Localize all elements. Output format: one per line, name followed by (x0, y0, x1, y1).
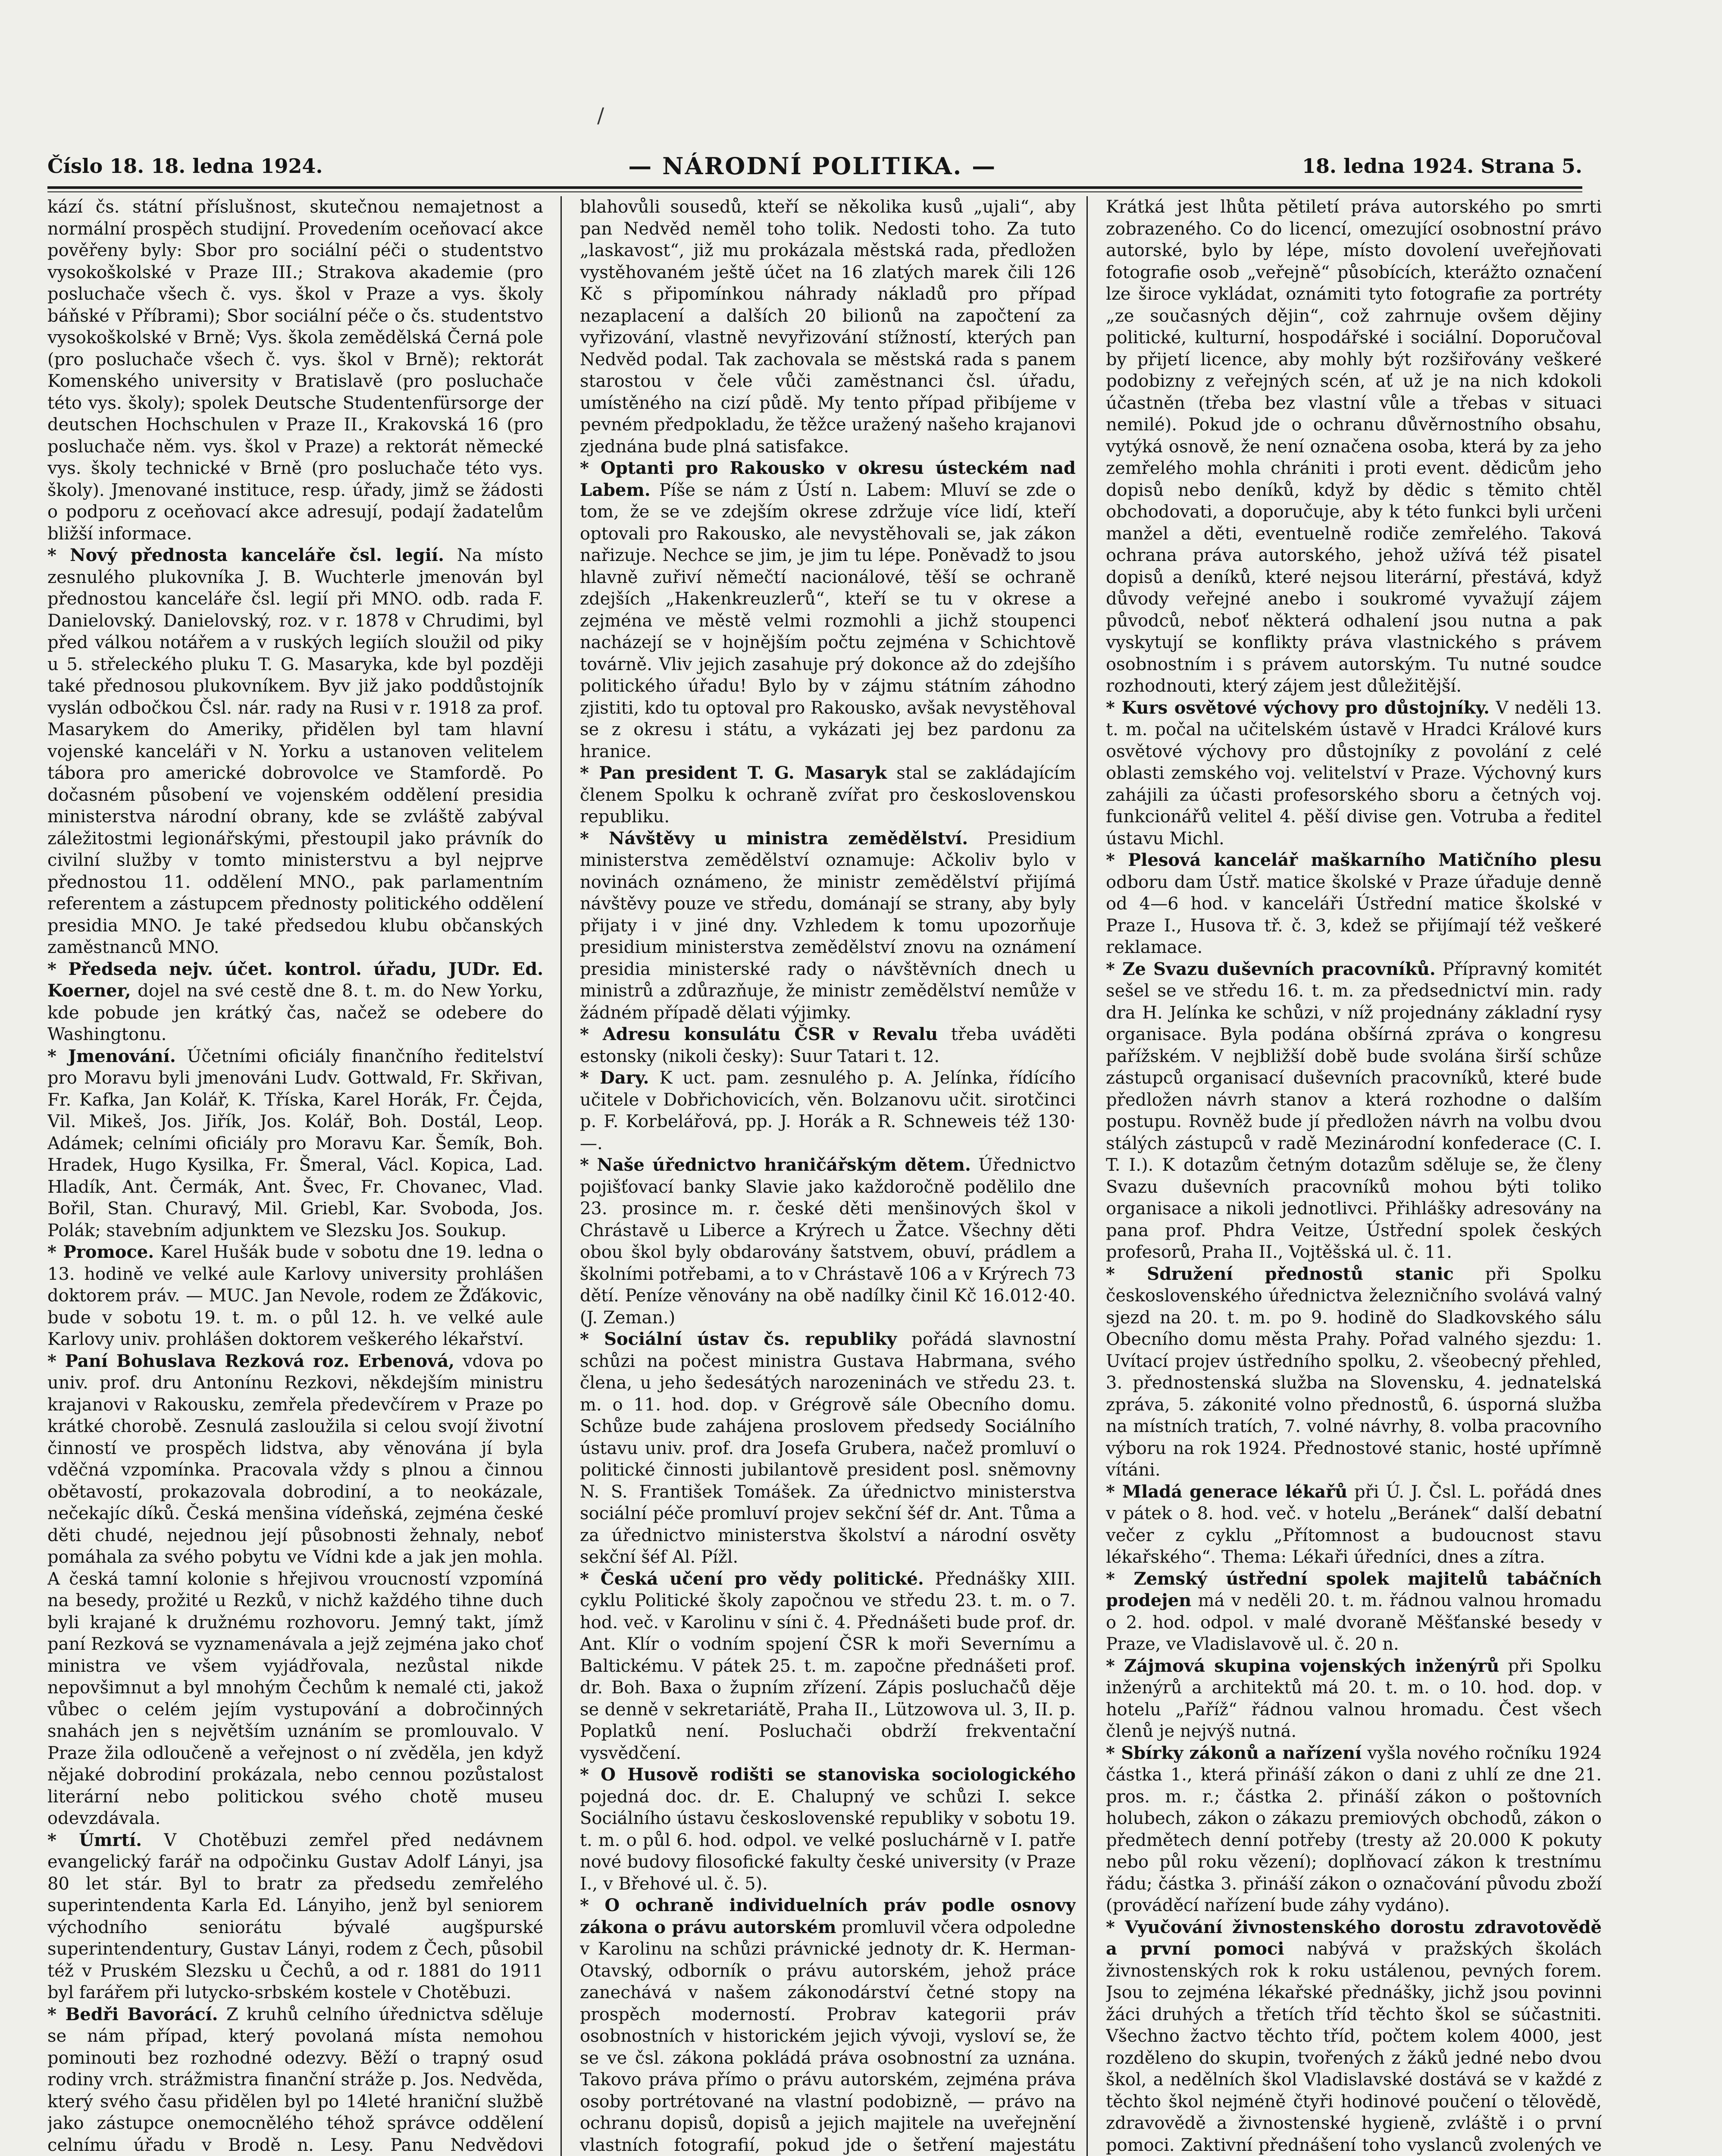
article-paragraph (47, 959, 543, 1046)
header-issue-date: Číslo 18. 18. ledna 1924. (47, 154, 323, 178)
masthead-title: — NÁRODNÍ POLITIKA. — (628, 152, 997, 180)
article-text: vdova po univ. prof. dru Antonínu Rezkovi, někdejším ministru krajanovi v Rakousku, zemřela předevčírem v Praze po krátké chorobě. Zesnulá zasloužila si celou svojí životní činností ve prospěch lidstva, aby věnována jí byla vděčná vzpomínka. Pracovala vždy s plnou a činnou obětavostí, prokazovala dobrodiní, a to neokázale, nečekajíc díků. Česká menšina vídeňská, zejména české děti chudé, nejednou její působnosti žehnaly, neboť pomáhala za svého pobytu ve Vídni kde a jak jen mohla. A česká tamní kolonie s hřejivou vroucností vzpomíná na besedy, prožité u Rezků, v nichž každého tihne duch byli krajané k družnému rozhovoru. Jemný takt, jímž paní Rezková se vyznamenávala a jejž zejména jako choť ministra ve všem vyjádřovala, nezůstal nikde nepovšimnut a byl mnohým Čechům k nemalé cti, jakož vůbec o celém jejím vystupování a dobročinných snahách jen s největším uznáním se promlouvalo. V Praze žila odloučeně a veřejnost o ní zvěděla, jen když nějaké dobrodiní prokázala, nebo cennou pozůstalost literární nebo politickou svého chotě museu odevzdávala. (47, 1351, 543, 1828)
ink-mark: / (597, 103, 604, 128)
article-text: Na místo zesnulého plukovníka J. B. Wuchterle jmenován byl přednostou kanceláře čsl. legií při MNO. odb. rada F. Danielovský. Danielovský, roz. v r. 1878 v Chrudimi, byl před válkou notářem a v ruských legiích sloužil od piky u 5. střeleckého pluku T. G. Masaryka, kde byl později také přednosou plukovníkem. Byv již jako poddůstojník vyslán odbočkou Čsl. nár. rady na Rusi v r. 1918 za prof. Masarykem do Ameriky, přidělen byl tam hlavní vojenské kanceláři v N. Yorku a ustanoven velitelem tábora pro americké dobrovolce ve Stamfordě. Po dočasném působení ve vojenském oddělení presidia ministerstva národní obrany, kde se zvláště zabýval záležitostmi legionářskými, přestoupil jako právník do civilní služby v tomto ministerstvu a byl nejprve přednostou 11. oddělení MNO., pak parlamentním referentem a zástupcem přednosty politického oddělení presidia MNO. Je také předsedou klubu občanských zaměstnanců MNO. (47, 545, 543, 957)
article-paragraph (1106, 1742, 1602, 1917)
article-headline: * Mladá generace lékařů (1106, 1481, 1348, 1502)
article-headline: * Sociální ústav čs. republiky (580, 1329, 897, 1349)
article-paragraph (1106, 1481, 1602, 1568)
article-text: při Spolku inženýrů a architektů má 20. t. m. o 10. hod. dop. v hotelu „Paříž“ řádnou valnou hromadu. Čest všech členů je nejvýš nutná. (1106, 1656, 1602, 1741)
article-headline: * Úmrtí. (47, 1830, 142, 1850)
article-paragraph (580, 458, 1076, 762)
article-paragraph (1106, 196, 1602, 697)
article-paragraph (1106, 959, 1602, 1263)
column-1 (47, 196, 543, 2156)
article-text: Krátká jest lhůta pětiletí práva autorského po smrti zobrazeného. Co do licencí, omezující osobnostní právo autorské, bylo by lépe, místo dovolení uveřejňovati fotografie osob „veřejně“ působících, kterážto označení lze široce vykládat, oznámiti tyto fotografie za portréty „ze současných dějin“, což zahrnuje ovšem dějiny politické, kulturní, hospodářské i sociální. Doporučoval by přijetí licence, aby mohly být rozšiřovány veškeré podobizny z veřejných scén, ať už je na nich kdokoli účastněn (třeba bez vlastní vůle a třebas v situaci nemilé). Pokud jde o ochranu důvěrnostního obsahu, vytýká osnově, že není označena osoba, která by za jeho zemřelého mohla chrániti i proti event. dědicům jeho dopisů nebo deníků, když by dědic s těmito chtěl obchodovati, a doporučuje, aby k této funkci byli určeni manžel a děti, eventuelně rodiče zemřelého. Taková ochrana práva autorského, jehož užívá též pisatel dopisů a deníků, které nejsou literární, přestává, když důvody veřejné anebo i soukromé vyvažují zájem původců, neboť některá odhalení jsou nutna a pak vyskytují se konflikty práva vlastnického s právem osobnostním i s právem autorským. Tu nutné soudce rozhodnouti, který zájem jest důležitější. (1106, 197, 1602, 696)
article-headline: * Sdružení přednostů stanic (1106, 1263, 1454, 1284)
article-paragraph (580, 828, 1076, 1024)
article-paragraph (1106, 1917, 1602, 2156)
article-paragraph (47, 2004, 543, 2156)
article-paragraph (1106, 1263, 1602, 1481)
article-paragraph (1106, 849, 1602, 959)
article-text: K uct. pam. zesnulého p. A. Jelínka, řídícího učitele v Dobřichovicích, věn. Bolzanovu učit. sirotčinci p. F. Korbelářová, pp. J. Horák a R. Schneweis též 130·—. (580, 1068, 1076, 1153)
article-text: blahovůli sousedů, kteří se několika kusů „ujali“, aby pan Nedvěd neměl toho tolik. Nedosti toho. Za tuto „laskavost“, již mu prokázala městská rada, předložen vystěhovaném ještě účet na 16 zlatých marek čili 126 Kč s připomínkou náhrady nákladů pro případ nezaplacení a dalších 20 bilionů na započtení za vyřizování, vlastně nevyřizování stížností, kterých pan Nedvěd podal. Tak zachovala se městská rada s panem starostou v čele vůči zaměstnanci čsl. úřadu, umístěného na cizí půdě. My tento případ přibíjeme v pevném předpokladu, že těžce uražený našeho krajanovi zjednána bude plná satisfakce. (580, 197, 1076, 457)
article-headline: * Plesová kancelář maškarního Matičního plesu (1106, 850, 1602, 870)
article-headline: * Návštěvy u ministra zemědělství. (580, 828, 968, 849)
article-headline: * Nový přednosta kanceláře čsl. legií. (47, 545, 445, 565)
article-headline: * Naše úřednictvo hraničářským dětem. (580, 1155, 971, 1175)
column-2 (580, 196, 1076, 2156)
article-text: při Ú. J. Čsl. L. pořádá dnes v pátek o 8. hod. več. v hotelu „Beránek“ další debatní večer z cyklu „Přítomnost a budoucnost stavu lékařského“. Thema: Lékaři úředníci, dnes a zítra. (1106, 1482, 1602, 1567)
article-headline: * Ze Svazu duševních pracovníků. (1106, 959, 1436, 979)
article-text: Přípravný komitét sešel se ve středu 16. t. m. za předsednictví min. rady dra H. Jelínka ke schůzi, v níž projednány základní rysy organisace. Byla podána obšírná zpráva o kongresu pařížském. V nejbližší době bude svolána širší schůze zástupců organisací duševních pracovníků, které bude předložen návrh stanov a která rozhodne o dalším postupu. Rovněž bude jí předložen návrh na volbu dvou stálých zástupců v radě Mezinárodní konfederace (C. I. T. I.). K dotazům četným dotazům sděluje se, že členy Svazu duševních pracovníků mohou býti toliko organisace a nikoli jednotlivci. Přihlášky adresovány na pana prof. Phdra Veitze, Ústřední spolek českých profesorů, Praha II., Vojtěšská ul. č. 11. (1106, 959, 1602, 1262)
article-paragraph (580, 1329, 1076, 1568)
article-paragraph (580, 1067, 1076, 1154)
column-divider (1086, 196, 1088, 2156)
article-headline: * Předseda nejv. účet. kontrol. úřadu, JUDr. Ed. Koerner, (47, 959, 543, 1001)
article-text: stal se zakládajícím členem Spolku k ochraně zvířat pro československou republiku. (580, 763, 1076, 827)
article-paragraph (47, 1351, 543, 1830)
article-text: Úřednictvo pojišťovací banky Slavie jako každoročně podělilo dne 23. prosince m. r. české děti menšinových škol v Chrástavě u Liberce a Krýrech u Žatce. Všechny děti obou škol byly obdarovány šatstvem, obuví, prádlem a školními potřebami, a to v Chrástavě 106 a v Krýrech 73 dětí. Peníze věnovány na obě nadílky činil Kč 16.012·40. (J. Zeman.) (580, 1155, 1076, 1328)
article-paragraph (1106, 1655, 1602, 1742)
article-text: kází čs. státní příslušnost, skutečnou nemajetnost a normální prospěch studijní. Provedením oceňovací akce pověřeny byly: Sbor pro sociální péči o studentstvo vysokoškolské v Praze III.; Strakova akademie (pro posluchače všech č. vys. škol v Praze a vys. školy báňské v Příbrami); Sbor sociální péče o čs. studentstvo vysokoškolské v Brně; Vys. škola zemědělská Černá pole (pro posluchače všech č. vys. škol v Brně); rektorát Komenského university v Bratislavě (pro posluchače této vys. školy); spolek Deutsche Studentenfürsorge der deutschen Hochschulen v Praze II., Krakovská 16 (pro posluchače něm. vys. škol v Praze) a rektorát německé vys. školy technické v Brně (pro posluchače této vys. školy). Jmenované instituce, resp. úřady, jimž se žádosti o podporu z oceňovací akce adresují, podají žadatelům bližší informace. (47, 197, 543, 544)
article-text: V Chotěbuzi zemřel před nedávnem evangelický farář na odpočinku Gustav Adolf Lányi, jsa 80 let stár. Byl to bratr za předsedu zemřelého superintendenta Karla Ed. Lányiho, jenž byl seniorem východního seniorátu bývalé augšpurské superintendentury, Gustav Lányi, rodem z Čech, působil též v Pruském Slezsku u Čechů, a od r. 1881 do 1911 byl farářem při lutycko-srbském kostele v Chotěbuzi. (47, 1830, 543, 2002)
article-headline: * O ochraně individuelních práv podle osnovy zákona o právu autorském (580, 1895, 1076, 1937)
article-text: Účetními oficiály finančního ředitelství pro Moravu byli jmenováni Ludv. Gottwald, Fr. Skřivan, Fr. Kafka, Jan Kolář, K. Tříska, Karel Horák, Fr. Čejda, Vil. Mikeš, Jos. Jiřík, Jos. Kolář, Boh. Dostál, Leop. Adámek; celními oficiály pro Moravu Kar. Šemík, Boh. Hradek, Hugo Kysilka, Fr. Šmeral, Václ. Kopica, Lad. Hladík, Ant. Čermák, Ant. Švec, Fr. Chovanec, Vlad. Bořil, Stan. Churavý, Mil. Griebl, Kar. Svoboda, Jos. Polák; stavebním adjunktem ve Slezsku Jos. Soukup. (47, 1046, 543, 1241)
article-text: nabývá v pražských školách živnostenských rok k roku ustálenou, pevných forem. Jsou to zejména lékařské přednášky, jichž jsou povinni žáci druhých a třetích tříd těchto škol se súčastniti. Všechno žactvo těchto tříd, počtem kolem 4000, jest rozděleno do skupin, tvořených z žáků jedné nebo dvou škol, a nedělních škol Vladislavské dostává se v každé z těchto škol nejméně čtyři hodinové poučení o tělovědě, zdravovědě a živnostenské hygieně, zvláště i o první pomoci. Zaktivní přednášení toho vyslanců zvolených ve (1106, 1939, 1602, 2155)
article-paragraph (47, 545, 543, 959)
article-paragraph (580, 1024, 1076, 1067)
article-text: vyšla nového ročníku 1924 částka 1., která přináší zákon o dani z uhlí ze dne 21. pros. m. r.; částka 2. přináší zákon o poštovních holubech, zákon o zákazu premiových obchodů, zákon o předmětech denní potřeby (tresty až 20.000 K pokuty nebo půl roku vězení); doplňovací zákon k trestnímu řádu; částka 3. přináší zákon o označování původu zboží (prováděcí nařízení bude záhy vydáno). (1106, 1743, 1602, 1915)
article-paragraph (580, 762, 1076, 828)
article-paragraph (580, 1154, 1076, 1329)
article-paragraph (47, 196, 543, 545)
article-text: Přednášky XIII. cyklu Politické školy započnou ve středu 23. t. m. o 7. hod. več. v Karolinu v síni č. 4. Přednášeti bude prof. dr. Ant. Klír o vodním spojení ČSR k moři Severnímu a Baltickému. V pátek 25. t. m. započne přednášeti prof. dr. Boh. Baxa o župním zřízení. Zápis posluchačů děje se denně v sekretariátě, Praha II., Lützowova ul. 3, II. p. Poplatků není. Posluchači obdrží frekventační vysvědčení. (580, 1569, 1076, 1763)
column-divider (560, 196, 562, 2156)
article-headline: * Česká učení pro vědy politické. (580, 1568, 924, 1589)
article-text: pojedná doc. dr. E. Chalupný ve schůzi I. sekce Sociálního ústavu československé republiky v sobotu 19. t. m. o půl 6. hod. odpol. ve velké posluchárně v I. patře nové budovy filosofické fakulty české university (v Praze I., v Břehové ul. č. 5). (580, 1786, 1076, 1894)
article-paragraph (580, 1895, 1076, 2156)
page-header (47, 149, 1582, 183)
article-paragraph (1106, 1568, 1602, 1655)
article-paragraph (47, 1241, 543, 1351)
article-headline: * Zájmová skupina vojenských inženýrů (1106, 1655, 1500, 1676)
article-text: Presidium ministerstva zemědělství oznamuje: Ačkoliv bylo v novinách oznámeno, že ministr zemědělství přijímá návštěvy pouze ve středu, dománají se strany, aby byly přijaty i v jiné dny. Vzhledem k tomu upozorňuje presidium ministerstva zemědělství znovu na oznámení presidia ministerské rady o návštěvních dnech u ministrů a zdůrazňuje, že ministr zemědělství nemůže v žádném případě dělati výjimky. (580, 828, 1076, 1023)
column-3 (1106, 196, 1602, 2156)
article-headline: * Kurs osvětové výchovy pro důstojníky. (1106, 697, 1490, 718)
article-text: promluvil včera odpoledne v Karolinu na schůzi právnické jednoty dr. K. Herman-Otavský, odborník o právu autorském, jehož práce zanechává v našem zákonodárství četné stopy na prospěch moderností. Probrav kategorii práv osobnostních v historickém jejich vývoji, vysloví se, že se ve čsl. zákona pokládá práva osobnostní za uznána. Takovo práva přímo o právu autorském, zejména práva osoby portrétované na vlastní podobizně, — právo na ochranu dopisů, dopisů a jejich majitele na uveřejnění vlastních fotografií, pokud jde o šetření majestátu (580, 1917, 1076, 2155)
article-text: pořádá slavnostní schůzi na počest ministra Gustava Habrmana, svého člena, u jeho šedesátých narozeninách ve středu 23. t. m. o 11. hod. dop. v Grégrově sále Obecního domu. Schůze bude zahájena proslovem předsedy Sociálního ústavu univ. prof. dra Josefa Grubera, načež promluví o politické činnosti jubilantově president posl. sněmovny N. S. František Tomášek. Za úřednictvo ministerstva sociální péče promluví projev sekční šéf dr. Ant. Tůma a za úřednictvo ministerstva školství a národní osvěty sekční šéf Al. Pížl. (580, 1329, 1076, 1567)
article-headline: * Zemský ústřední spolek majitelů tabáčních prodejen (1106, 1568, 1602, 1611)
article-headline: * Jmenování. (47, 1046, 176, 1066)
header-rule (47, 186, 1582, 189)
article-text: při Spolku československého úřednictva železničního svolává valný sjezd na 20. t. m. po 9. hodině do Sladkovského sálu Obecního domu města Prahy. Pořad valného sjezdu: 1. Uvítací projev ústředního spolku, 2. všeobecný přehled, 3. přednostenská služba na Slovensku, 4. jednatelská zpráva, 5. zákonité volno přednostů, 6. úsporná služba na místních tratích, 7. volné návrhy, 8. volba pracovního výboru na rok 1924. Přednostové stanic, hosté upřímně vítáni. (1106, 1264, 1602, 1480)
article-paragraph (580, 1764, 1076, 1895)
article-headline: * Pan president T. G. Masaryk (580, 763, 887, 783)
article-headline: * Sbírky zákonů a nařízení (1106, 1742, 1362, 1763)
article-paragraph (580, 196, 1076, 458)
article-text: má v neděli 20. t. m. řádnou valnou hromadu o 2. hod. odpol. v malé dvoraně Měšťanské besedy v Praze, ve Vladislavově ul. č. 20 n. (1106, 1591, 1602, 1654)
article-headline: * Paní Bohuslava Rezková roz. Erbenová, (47, 1351, 455, 1371)
article-text: Z kruhů celního úřednictva sděluje se nám případ, který povolaná místa nemohou pominouti bez rozhodné odezvy. Běží o trapný osud rodiny vrch. strážmistra finanční stráže p. Jos. Nedvěda, který svého času přidělen byl po 14leté hraniční službě jako zástupce onemocnělého téhož správce oddělení celnímu úřadu v Brodě n. Lesy. Panu Nedvědovi (47, 2004, 543, 2155)
article-headline: * Bedři Bavorácí. (47, 2004, 218, 2024)
article-headline: * Vyučování živnostenského dorostu zdravotovědě a první pomoci (1106, 1917, 1602, 1959)
article-text: třeba uváděti estonsky (nikoli česky): Suur Tatari t. 12. (580, 1025, 1076, 1066)
article-headline: * Optanti pro Rakousko v okresu ústeckém nad Labem. (580, 458, 1076, 500)
article-text: Píše se nám z Ústí n. Labem: Mluví se zde o tom, že se ve zdejším okrese zdržuje více lidí, kteří optovali pro Rakousko, ale nevystěhovali se, jak zákon nařizuje. Nechce se jim, je jim tu lépe. Poněvadž to jsou hlavně zuřiví němečtí nacionálové, těší se ochraně zdejších „Hakenkreuzlerů“, kteří se tu v okrese a zejména ve městě velmi rozmohli a jichž stoupenci nacházejí se v hojnějším počtu zejména v Schichtově továrně. Vliv jejich zasahuje prý dokonce až do zdejšího politického úřadu! Bylo by v zájmu státním záhodno zjistiti, kdo tu optoval pro Rakousko, avšak nevystěhoval se z okresu i státu, a vykázati jej bez pardonu za hranice. (580, 480, 1076, 761)
article-headline: * Promoce. (47, 1242, 154, 1262)
article-headline: * Adresu konsulátu ČSR v Revalu (580, 1024, 938, 1044)
article-text: odboru dam Ústř. matice školské v Praze úřaduje denně od 4—6 hod. v kanceláři Ústřední matice školské v Praze I., Husova tř. č. 3, kdež se přijímají též veškeré reklamace. (1106, 872, 1602, 957)
article-paragraph (580, 1568, 1076, 1764)
article-text: V neděli 13. t. m. počal na učitelském ústavě v Hradci Králové kurs osvětové výchovy pro důstojníky z povolání z celé oblasti zemského voj. velitelství v Praze. Výchovný kurs zahájili za účasti profesorského sboru a četných voj. funkcionářů velitel 4. pěší divise gen. Votruba a ředitel ústavu Michl. (1106, 698, 1602, 849)
article-paragraph (1106, 697, 1602, 850)
header-page-number: 18. ledna 1924. Strana 5. (1302, 154, 1582, 178)
article-headline: * Dary. (580, 1068, 649, 1088)
article-text: Karel Hušák bude v sobotu dne 19. ledna o 13. hodině ve velké aule Karlovy university prohlášen doktorem práv. — MUC. Jan Nevole, rodem ze Žďákovic, bude v sobotu 19. t. m. o půl 12. h. ve velké aule Karlovy univ. prohlášen doktorem veškerého lékařství. (47, 1242, 543, 1349)
header-rule-thin (47, 191, 1582, 192)
article-headline: * O Husově rodišti se stanoviska sociologického (580, 1764, 1076, 1785)
article-paragraph (47, 1830, 543, 2004)
article-paragraph (47, 1046, 543, 1242)
article-text: dojel na své cestě dne 8. t. m. do New Yorku, kde pobude jen krátký čas, načež se odebere do Washingtonu. (47, 981, 543, 1044)
